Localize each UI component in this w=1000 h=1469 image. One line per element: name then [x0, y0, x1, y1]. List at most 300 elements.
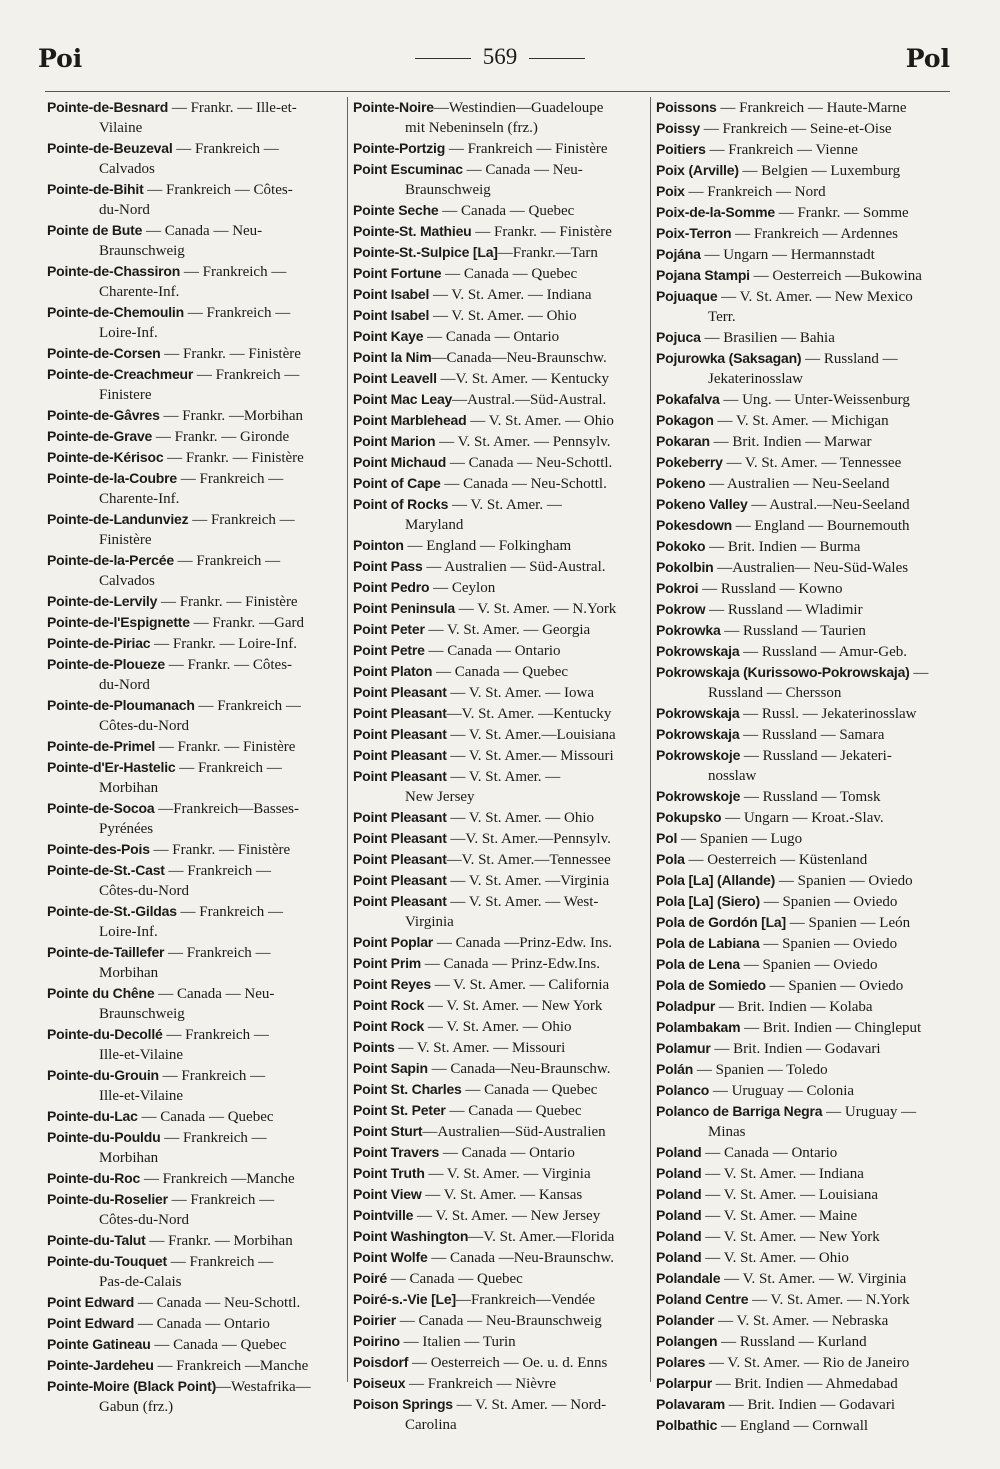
entry-headword: Point Prim — [353, 955, 422, 971]
entry — [656, 933, 953, 954]
entry-headword: Pointe du Chêne — [47, 985, 155, 1001]
entry-headword: Point Pedro — [353, 579, 430, 595]
entry-headword: Poiré-s.-Vie [Le] — [353, 1291, 456, 1307]
entry-headword: Point Pass — [353, 558, 423, 574]
entry-headword: Pointe-de-Socoa — [47, 800, 155, 816]
entry-headword: Point Wolfe — [353, 1249, 428, 1265]
entry — [656, 410, 953, 431]
entry-continuation: nosslaw — [708, 768, 757, 784]
entry-headword: Pojuaque — [656, 288, 718, 304]
entry-location: — Frankreich — — [194, 698, 301, 714]
entry — [353, 1352, 645, 1373]
entry-location: — Frankreich — Côtes- — [143, 182, 293, 198]
entry-headword: Pojána — [656, 246, 701, 262]
entry-headword: Point Pleasant — [353, 747, 447, 763]
entry-location: — Canada — Neu- — [462, 162, 583, 178]
entry-location: — V. St. Amer. — New Mexico — [717, 289, 913, 305]
entry — [656, 870, 953, 891]
entry — [353, 242, 645, 263]
entry-headword: Poland — [656, 1249, 702, 1265]
entry-location: —V. St. Amer. — Kentucky — [436, 371, 609, 387]
entry-location: — V. St. Amer. — Ohio — [429, 308, 577, 324]
entry-headword: Pokagon — [656, 412, 714, 428]
entry — [656, 1205, 953, 1226]
entry-location: — Brit. Indien — Ahmedabad — [711, 1376, 898, 1392]
entry-headword: Point St. Peter — [353, 1102, 446, 1118]
entry — [656, 662, 953, 683]
entry-location: — V. St. Amer. — Pennsylv. — [435, 434, 611, 450]
entry — [656, 703, 953, 724]
entry — [47, 509, 341, 530]
entry-location: — Brasilien — Bahia — [700, 330, 835, 346]
entry — [353, 535, 645, 556]
entry-headword: Point Isabel — [353, 286, 430, 302]
entry — [353, 494, 645, 515]
entry-location: —Frankr.—Tarn — [497, 245, 598, 261]
page-number: 569 — [482, 44, 518, 69]
entry-headword: Pokrowskaja — [656, 643, 740, 659]
entry-headword: Pointe-Portzig — [353, 140, 446, 156]
entry — [47, 1376, 341, 1397]
entry-headword: Pokrowskoje — [656, 788, 741, 804]
entry-headword: Point la Nim — [353, 349, 432, 365]
entry-headword: Poland — [656, 1207, 702, 1223]
entry-location: — Ungarn — Hermannstadt — [700, 247, 875, 263]
entry-location: —V. St. Amer.—Pennsylv. — [446, 831, 611, 847]
entry-continuation: Virginia — [405, 914, 454, 930]
entry — [353, 724, 645, 745]
entry-location: — Canada — Quebec — [387, 1271, 523, 1287]
entry-headword: Point Travers — [353, 1144, 440, 1160]
entry-continuation: Braunschweig — [99, 243, 185, 259]
entry-headword: Pointe-de-l'Espignette — [47, 614, 190, 630]
entry-location: — V. St. Amer. — — [446, 769, 561, 785]
entry-headword: Point Rock — [353, 1018, 425, 1034]
entry — [656, 1163, 953, 1184]
entry-continuation: Braunschweig — [99, 1006, 185, 1022]
entry — [47, 654, 341, 675]
entry — [353, 1163, 645, 1184]
entry-headword: Point Pleasant — [353, 768, 447, 784]
entry-location: —V. St. Amer.—Florida — [468, 1229, 615, 1245]
entry-location: — Canada — Neu- — [154, 986, 275, 1002]
entry-location: — Russland — Samara — [739, 727, 885, 743]
entry-headword: Point Truth — [353, 1165, 425, 1181]
entry-location: —Frankreich—Vendée — [455, 1292, 596, 1308]
entry-location: — Frankreich —Manche — [140, 1171, 295, 1187]
entry-location: — Frankreich — Vienne — [705, 142, 858, 158]
entry-location: — Brit. Indien — Marwar — [709, 434, 872, 450]
entry-headword: Pointe-de-Beuzeval — [47, 140, 173, 156]
entry-headword: Poix (Arville) — [656, 162, 739, 178]
entry-headword: Pointe-de-Corsen — [47, 345, 161, 361]
entry-location: — Brit. Indien — Burma — [705, 539, 861, 555]
entry-headword: Pokrowskaja — [656, 705, 740, 721]
entry-headword: Polambakam — [656, 1019, 741, 1035]
entry-continuation: Maryland — [405, 517, 464, 533]
entry-location: — Spanien — Lugo — [677, 831, 803, 847]
entry-location: — Canada—Neu-Braunschw. — [427, 1061, 611, 1077]
entry — [353, 807, 645, 828]
entry-headword: Pointe-de-Besnard — [47, 99, 169, 115]
entry-headword: Pokrowka — [656, 622, 721, 638]
entry-location: — Frankreich — — [158, 1068, 266, 1084]
entry-headword: Polander — [656, 1312, 715, 1328]
entry — [656, 1101, 953, 1122]
entry — [47, 1251, 341, 1272]
entry-headword: Point Pleasant — [353, 830, 447, 846]
entry-location: —Westindien—Guadeloupe — [433, 100, 604, 116]
entry-headword: Pokesdown — [656, 517, 732, 533]
entry — [353, 368, 645, 389]
entry — [47, 839, 341, 860]
entry-headword: Poison Springs — [353, 1396, 453, 1412]
entry-location: — Frankr. — Finistère — [163, 450, 304, 466]
entry-headword: Pointe-de-Piriac — [47, 635, 151, 651]
entry-headword: Poiré — [353, 1270, 388, 1286]
entry — [353, 598, 645, 619]
entry-headword: Point Pleasant — [353, 851, 447, 867]
entry — [353, 1226, 645, 1247]
entry-headword: Pokaran — [656, 433, 710, 449]
entry-headword: Pointe-du-Lac — [47, 1108, 138, 1124]
entry — [656, 1226, 953, 1247]
entry-headword: Point Pleasant — [353, 684, 447, 700]
entry-location: — Belgien — Luxemburg — [738, 163, 901, 179]
entry-headword: Pointe Seche — [353, 202, 439, 218]
entry — [353, 953, 645, 974]
entry-headword: Pointe-de-St.-Gildas — [47, 903, 177, 919]
entry-location: — Frankr. — Ille-et- — [168, 100, 297, 116]
entry-location: — V. St. Amer. — New York — [424, 998, 603, 1014]
entry-headword: Point Peter — [353, 621, 425, 637]
entry-location: — Canada — Quebec — [150, 1337, 287, 1353]
entry — [656, 807, 953, 828]
entry-headword: Point Peninsula — [353, 600, 456, 616]
entry-location: — V. St. Amer. — Indiana — [701, 1166, 864, 1182]
entry-continuation: du-Nord — [99, 202, 150, 218]
entry — [656, 536, 953, 557]
entry-continuation: Ille-et-Vilaine — [99, 1088, 184, 1104]
entry — [47, 468, 341, 489]
entry-continuation: New Jersey — [405, 789, 475, 805]
entry-location: —V. St. Amer. —Kentucky — [446, 706, 612, 722]
entry — [656, 578, 953, 599]
entry-location: — Russland — — [801, 351, 898, 367]
entry-headword: Pointville — [353, 1207, 414, 1223]
entry — [47, 1334, 341, 1355]
entry-headword: Point Pleasant — [353, 726, 447, 742]
entry — [353, 849, 645, 870]
entry-headword: Pokafalva — [656, 391, 720, 407]
entry — [353, 410, 645, 431]
entry — [656, 1394, 953, 1415]
entry — [353, 1121, 645, 1142]
entry-location: — — [909, 665, 929, 681]
entry-headword: Point Sapin — [353, 1060, 428, 1076]
entry — [47, 405, 341, 426]
entry — [353, 1394, 645, 1415]
entry — [47, 591, 341, 612]
entry-location: —Frankreich—Basses- — [154, 801, 300, 817]
entry-location: — V. St. Amer. — Michigan — [713, 413, 889, 429]
entry — [353, 828, 645, 849]
entry — [47, 633, 341, 654]
entry — [353, 640, 645, 661]
entry-location: — Frankreich — — [166, 1254, 274, 1270]
entry-headword: Pointe-de-la-Coubre — [47, 470, 177, 486]
entry-continuation: Charente-Inf. — [99, 284, 180, 300]
entry-continuation: Côtes-du-Nord — [99, 718, 189, 734]
entry — [47, 757, 341, 778]
entry — [656, 118, 953, 139]
entry — [656, 202, 953, 223]
entry — [47, 179, 341, 200]
entry — [656, 1373, 953, 1394]
entry-headword: Point Poplar — [353, 934, 434, 950]
entry-location: — England — Cornwall — [717, 1418, 869, 1434]
entry-location: — V. St. Amer. — West- — [446, 894, 599, 910]
entry-headword: Pokeno — [656, 475, 706, 491]
entry-location: — Canada — Ontario — [134, 1316, 270, 1332]
entry-location: — V. St. Amer. — Georgia — [424, 622, 591, 638]
entry — [47, 220, 341, 241]
entry — [353, 473, 645, 494]
entry-headword: Poladpur — [656, 998, 716, 1014]
entry-location: — Frankreich — — [164, 945, 271, 961]
entry — [656, 891, 953, 912]
entry — [353, 97, 645, 118]
entry — [353, 766, 645, 787]
entry — [47, 798, 341, 819]
entry-location: — Russl. — Jekaterinosslaw — [739, 706, 917, 722]
entry — [353, 577, 645, 598]
entry-location: — Canada — Quebec — [445, 1103, 582, 1119]
entry-headword: Pokeberry — [656, 454, 723, 470]
entry-headword: Pointe-du-Touquet — [47, 1253, 167, 1269]
entry-location: — Frankreich — — [160, 1130, 267, 1146]
entry — [353, 431, 645, 452]
entry-location: — Canada — Ontario — [423, 329, 560, 345]
entry-continuation: Côtes-du-Nord — [99, 1212, 189, 1228]
entry-headword: Pointe-St. Mathieu — [353, 223, 472, 239]
entry — [353, 556, 645, 577]
entry-headword: Pointe-de-St.-Cast — [47, 862, 165, 878]
entry-location: — Frankreich —Manche — [153, 1358, 309, 1374]
entry — [47, 261, 341, 282]
entry-headword: Pointe-de-Lervily — [47, 593, 158, 609]
entry — [656, 1080, 953, 1101]
entry-location: — Canada — Neu-Braunschweig — [395, 1313, 602, 1329]
entry-headword: Point Leavell — [353, 370, 437, 386]
entry — [353, 619, 645, 640]
entry — [656, 620, 953, 641]
entry-headword: Poland — [656, 1228, 702, 1244]
entry-headword: Pointe-d'Er-Hastelic — [47, 759, 176, 775]
entry-location: — Frankr. — Finistère — [471, 224, 612, 240]
entry-location: — V. St. Amer. — — [448, 497, 562, 513]
entry-headword: Poland — [656, 1165, 702, 1181]
entry — [47, 612, 341, 633]
entry-location: — Brit. Indien — Chingleput — [740, 1020, 922, 1036]
entry — [47, 1355, 341, 1376]
entry-headword: Pointe-de-Bihit — [47, 181, 144, 197]
entry-location: —Westafrika— — [216, 1379, 311, 1395]
entry-headword: Poirino — [353, 1333, 400, 1349]
entry-headword: Pointe-de-Creachmeur — [47, 366, 194, 382]
entry-headword: Polarpur — [656, 1375, 712, 1391]
entry-location: — Uruguay — Colonia — [709, 1083, 855, 1099]
entry-headword: Point Isabel — [353, 307, 430, 323]
entry-location: — Canada — Quebec — [432, 664, 569, 680]
entry-headword: Pointe-de-Chemoulin — [47, 304, 184, 320]
entry — [353, 974, 645, 995]
entry — [353, 682, 645, 703]
entry — [656, 954, 953, 975]
entry — [47, 1065, 341, 1086]
entry-location: — Canada — Quebec — [461, 1082, 598, 1098]
entry-location: — V. St. Amer. — New York — [701, 1229, 880, 1245]
entry-location: — Frankr. — Côtes- — [164, 657, 293, 673]
entry-location: — V. St. Amer. — Virginia — [424, 1166, 591, 1182]
entry-headword: Pokrowskoje — [656, 747, 741, 763]
entry-location: —Austral.—Süd-Austral. — [452, 392, 607, 408]
entry-headword: Polanco — [656, 1082, 710, 1098]
entry — [656, 724, 953, 745]
entry — [656, 1415, 953, 1436]
entry-location: — Brit. Indien — Godavari — [710, 1041, 881, 1057]
entry-location: — Austral.—Neu-Seeland — [747, 497, 910, 513]
entry — [656, 494, 953, 515]
entry-headword: Pointe-du-Roselier — [47, 1191, 168, 1207]
entry-location: — Australien — Neu-Seeland — [705, 476, 890, 492]
entry-location: — Canada — Prinz-Edw.Ins. — [421, 956, 601, 972]
entry — [656, 1268, 953, 1289]
entry-location: —Canada—Neu-Braunschw. — [431, 350, 607, 366]
entry-headword: Point Marion — [353, 433, 436, 449]
entry-continuation: Terr. — [708, 309, 736, 325]
entry — [656, 389, 953, 410]
entry-headword: Pointe-Noire — [353, 99, 434, 115]
entry — [353, 138, 645, 159]
entry-headword: Poiseux — [353, 1375, 406, 1391]
entry-location: — Canada — Neu-Schottl. — [446, 455, 613, 471]
entry — [47, 1127, 341, 1148]
entry-headword: Pola [La] (Siero) — [656, 893, 760, 909]
entry-location: — Frankreich — — [193, 367, 300, 383]
entry-location: — V. St. Amer. — Indiana — [429, 287, 592, 303]
entry — [353, 1268, 645, 1289]
entry — [656, 745, 953, 766]
entry-headword: Pointe-Moire (Black Point) — [47, 1378, 217, 1394]
entry-continuation: Russland — Chersson — [708, 685, 842, 701]
entry — [656, 1352, 953, 1373]
entry — [353, 1289, 645, 1310]
entry — [656, 849, 953, 870]
entry — [47, 302, 341, 323]
entry-headword: Pointe-de-la-Percée — [47, 552, 174, 568]
column-2 — [353, 97, 645, 1435]
entry-headword: Pointe-de-Chassiron — [47, 263, 181, 279]
entry-location: — Russland — Kowno — [698, 581, 843, 597]
entry-headword: Pojana Stampi — [656, 267, 750, 283]
entry-headword: Point Petre — [353, 642, 425, 658]
entry-location: — V. St. Amer. — W. Virginia — [720, 1271, 907, 1287]
entry-continuation: Carolina — [405, 1417, 457, 1433]
entry — [47, 695, 341, 716]
entry — [656, 1247, 953, 1268]
entry-location: — Frankreich — — [167, 1192, 275, 1208]
entry-headword: Pokrowskaja (Kurissowo-Pokrowskaja) — [656, 664, 910, 680]
entry — [353, 1100, 645, 1121]
entry-headword: Pokoko — [656, 538, 706, 554]
entry-location: — Canada — Quebec — [438, 203, 575, 219]
entry-location: — Frankreich — — [176, 904, 284, 920]
entry-location: — Uruguay — — [822, 1104, 917, 1120]
entry-location: — V. St. Amer. — Nebraska — [714, 1313, 889, 1329]
entry-location: — V. St. Amer. — N.York — [748, 1292, 910, 1308]
entry — [353, 703, 645, 724]
entry — [47, 1168, 341, 1189]
entry — [656, 181, 953, 202]
entry-location: — Oesterreich —Bukowina — [749, 268, 922, 284]
entry-headword: Point Marblehead — [353, 412, 467, 428]
column-divider — [650, 97, 651, 1382]
entry-location: — V. St. Amer. — Maine — [701, 1208, 858, 1224]
column-divider — [347, 97, 348, 1382]
entry-location: — Canada — Neu-Schottl. — [440, 476, 607, 492]
entry-headword: Point St. Charles — [353, 1081, 462, 1097]
entry — [656, 97, 953, 118]
entry — [353, 284, 645, 305]
entry — [656, 1331, 953, 1352]
entry-headword: Polán — [656, 1061, 694, 1077]
entry — [656, 265, 953, 286]
entry-headword: Poix-Terron — [656, 225, 732, 241]
entry-headword: Poland — [656, 1186, 702, 1202]
entry-location: — Brit. Indien — Kolaba — [715, 999, 873, 1015]
entry-headword: Polandale — [656, 1270, 721, 1286]
entry-location: —Australien—Süd-Australien — [422, 1124, 606, 1140]
entry — [353, 1016, 645, 1037]
entry-continuation: Morbihan — [99, 965, 159, 981]
entry-location: — England — Folkingham — [403, 538, 572, 554]
entry-continuation: Braunschweig — [405, 182, 491, 198]
entry-headword: Poix-de-la-Somme — [656, 204, 775, 220]
entry-location: — Frankreich — — [180, 264, 287, 280]
entry — [656, 327, 953, 348]
entry-continuation: Pyrénées — [99, 821, 154, 837]
entry-headword: Polangen — [656, 1333, 718, 1349]
entry-location: — V. St. Amer. — Ohio — [446, 810, 595, 826]
entry — [656, 786, 953, 807]
entry-headword: Pokrowskaja — [656, 726, 740, 742]
entry-location: — Frankreich — — [162, 1027, 269, 1043]
entry-location: — Frankreich — — [175, 760, 282, 776]
entry-location: — Frankreich — Finistère — [445, 141, 608, 157]
entry-location: — Ceylon — [429, 580, 496, 596]
entry-location: — V. St. Amer. — California — [430, 977, 610, 993]
entry-headword: Point Washington — [353, 1228, 469, 1244]
entry-location: — Canada — Quebec — [137, 1109, 274, 1125]
entry-continuation: du-Nord — [99, 677, 150, 693]
entry-location: — V. St. Amer. — Ohio — [466, 413, 614, 429]
entry-location: — Ung. — Unter-Weissenburg — [719, 392, 910, 408]
entry-headword: Polares — [656, 1354, 706, 1370]
entry-headword: Point View — [353, 1186, 422, 1202]
entry-location: — Canada — Neu- — [142, 223, 263, 239]
entry-headword: Point Edward — [47, 1315, 135, 1331]
